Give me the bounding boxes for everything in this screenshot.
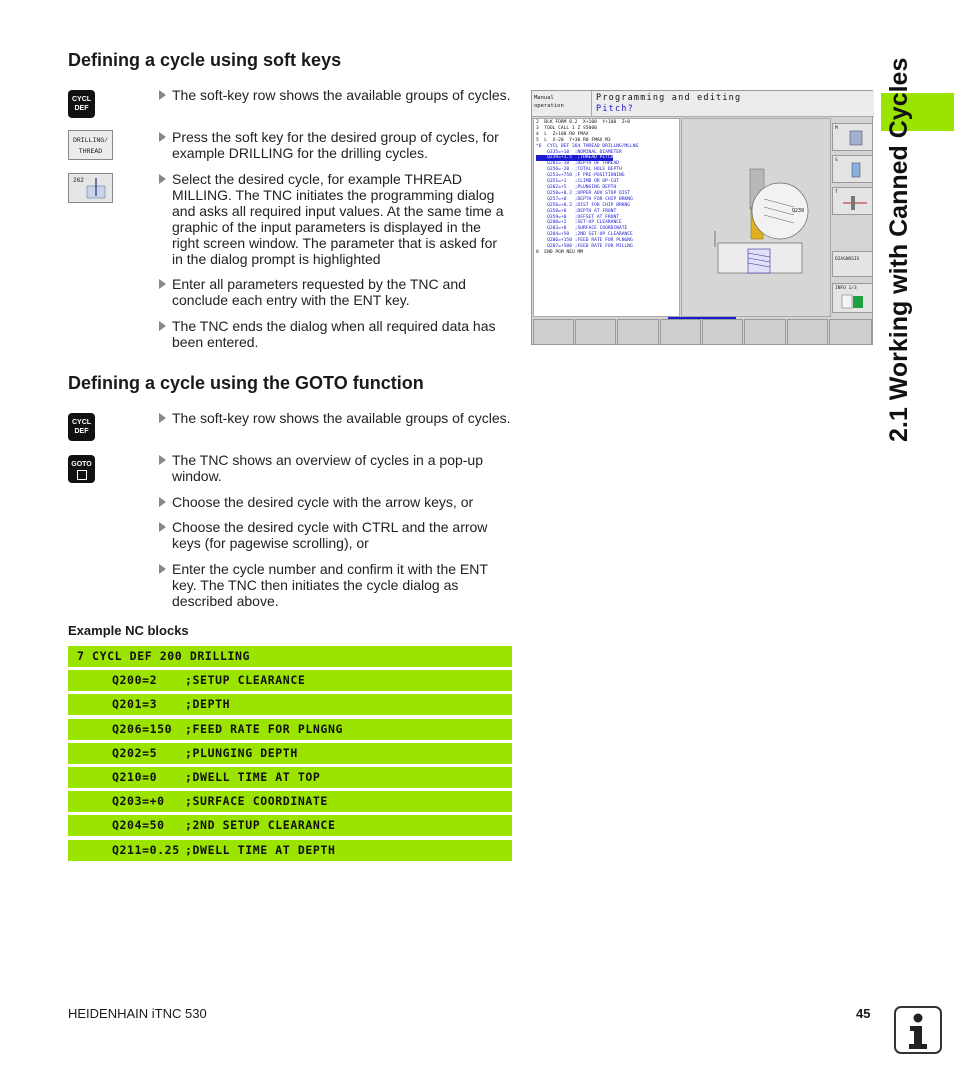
chapter-title: 2.1 Working with Canned Cycles: [885, 57, 913, 442]
step-item: Choose the desired cycle with CTRL and the arrow keys (for pagewise scrolling), or: [159, 519, 511, 551]
nc-block-code: Q211=0.25: [112, 842, 180, 857]
program-line: Q358=+0 ;DEPTH AT FRONT: [536, 208, 617, 214]
nc-block-comment: ;DWELL TIME AT DEPTH: [185, 842, 336, 857]
step-item: Enter the cycle number and confirm it with the ENT key. The TNC then initiates the cycle dialog as described above.: [159, 561, 511, 609]
step-item: The TNC shows an overview of cycles in a pop-up window.: [159, 452, 511, 484]
softkey[interactable]: [787, 319, 828, 345]
nc-block-row: [68, 743, 512, 764]
operating-mode: Manual operation: [532, 91, 592, 117]
step-item: Press the soft key for the desired group of cycles, for example DRILLING for the drilling cycles.: [159, 129, 511, 161]
softkey[interactable]: [533, 319, 574, 345]
step-item: The TNC ends the dialog when all required data has been entered.: [159, 318, 511, 350]
nc-block-code: 7 CYCL DEF 200 DRILLING: [77, 649, 251, 663]
vertical-softkey-m[interactable]: M: [832, 123, 873, 151]
info-icon: [894, 1006, 942, 1054]
nc-block-code: Q203=+0: [112, 794, 165, 809]
softkey-indicator: [668, 317, 736, 319]
cycl-def-key: CYCL DEF: [68, 413, 95, 441]
program-line: Q356=-20 ;TOTAL HOLE DEPTH: [536, 167, 622, 173]
program-line: Q359=+0 ;OFFSET AT FRONT: [536, 214, 619, 220]
nc-block-comment: ;2ND SETUP CLEARANCE: [185, 818, 336, 833]
goto-square-icon: [77, 470, 87, 480]
program-line: Q258=+0.2 ;UPPER ADV STOP DIST: [536, 190, 631, 196]
step-item: The soft-key row shows the available groups of cycles.: [159, 410, 511, 426]
step-item: The soft-key row shows the available groups of cycles.: [159, 87, 511, 103]
program-line: Q200=+2 ;SET-UP CLEARANCE: [536, 220, 622, 226]
program-line: 5 L X-20 Y+30 R0 FMAX M3: [536, 137, 611, 143]
nc-block-comment: ;DWELL TIME AT TOP: [185, 770, 321, 784]
program-line: Q203=+0 ;SURFACE COORDINATE: [536, 226, 628, 232]
nc-block-code: Q210=0: [112, 770, 158, 784]
softkey[interactable]: [702, 319, 743, 345]
nc-block-comment: ;PLUNGING DEPTH: [185, 745, 298, 760]
nc-block-row: [68, 815, 512, 836]
tool-icon: [841, 193, 871, 213]
thread-cycle-icon: [69, 174, 114, 204]
program-line: Q256=+0.2 ;DIST FOR CHIP BRKNG: [536, 202, 631, 208]
program-line: Q207=+500 ;FEED RATE FOR MILLNG: [536, 244, 633, 250]
nc-block-code: Q206=150: [112, 721, 173, 736]
program-line: Q201=-10 ;DEPTH OF THREAD: [536, 161, 619, 167]
program-line: 2 BLK FORM 0.2 X+100 Y+100 Z+0: [536, 120, 631, 125]
program-line: Q206=+150 ;FEED RATE FOR PLNGNG: [536, 238, 633, 244]
nc-block-comment: ;SURFACE COORDINATE: [185, 794, 328, 809]
program-line: Q239=+1.5 ;THREAD PITCH: [536, 155, 614, 161]
drilling-thread-softkey: DRILLING/ THREAD: [68, 130, 113, 160]
nc-block-code: Q202=5: [112, 745, 158, 760]
thread-milling-softkey: 262: [68, 173, 113, 203]
nc-block-row: [68, 840, 512, 861]
footer-product: HEIDENHAIN iTNC 530: [68, 1006, 207, 1021]
program-line: Q253=+750 ;F PRE-POSITIONING: [536, 173, 625, 179]
nc-block-code: Q201=3: [112, 697, 158, 712]
vertical-softkey-diagnosis[interactable]: DIAGNOSIS: [832, 251, 873, 277]
program-line: Q257=+0 ;DEPTH FOR CHIP BRKNG: [536, 196, 633, 202]
softkey[interactable]: [575, 319, 616, 345]
spindle-icon: [847, 161, 867, 181]
program-window: [533, 118, 680, 317]
program-line: 3 TOOL CALL 1 Z S5000: [536, 125, 597, 131]
page-number: 45: [856, 1006, 871, 1021]
nc-block-row: [68, 719, 512, 740]
program-line: 8 END PGM NEU MM: [536, 249, 584, 255]
nc-block-code: Q204=50: [112, 818, 165, 833]
softkey[interactable]: [744, 319, 786, 345]
nc-block-code: Q200=2: [112, 673, 158, 688]
program-line: Q335=+10 ;NOMINAL DIAMETER: [536, 149, 622, 155]
program-line: Q204=+50 ;2ND SET-UP CLEARANCE: [536, 232, 633, 238]
softkey[interactable]: [617, 319, 659, 345]
tnc-screenshot: [531, 90, 873, 345]
nc-block-row: [68, 694, 512, 715]
help-graphic: Q239: [681, 118, 831, 317]
nc-block-row: [68, 767, 512, 788]
program-line: Q351=+1 ;CLIMB OR UP-CUT: [536, 179, 619, 185]
softkey[interactable]: [660, 319, 701, 345]
nc-block-comment: ;SETUP CLEARANCE: [185, 673, 306, 688]
cycl-def-key: CYCL DEF: [68, 90, 95, 118]
step-item: Select the desired cycle, for example THREAD MILLING. The TNC initiates the programming dialog and asks all required input values. At the same time a graphic of the input parameters is displayed in the right screen window. The parameter that is asked for in the dialog prompt is highlighted: [159, 171, 511, 267]
vertical-softkey-s[interactable]: S: [832, 155, 873, 183]
info-glyph-icon: [896, 1008, 940, 1052]
machine-icon: [847, 129, 867, 149]
section-heading-soft-keys: Defining a cycle using soft keys: [68, 50, 342, 70]
softkey[interactable]: [829, 319, 872, 345]
nc-block-row: [68, 646, 512, 667]
step-item: Enter all parameters requested by the TNC and conclude each entry with the ENT key.: [159, 276, 511, 308]
program-line: *6 CYCL DEF 264 THREAD DRILLNG/MLLNG: [536, 143, 639, 149]
info-icon: [841, 294, 865, 310]
nc-block-row: [68, 791, 512, 812]
nc-block-comment: ;FEED RATE FOR PLNGNG: [185, 721, 343, 736]
example-heading: Example NC blocks: [68, 623, 189, 638]
goto-key: GOTO: [68, 455, 95, 483]
section-heading-goto: Defining a cycle using the GOTO function: [68, 373, 424, 393]
screen-header: Programming and editing Pitch?: [592, 91, 874, 117]
program-line: 4 L Z+100 R0 FMAX: [536, 131, 589, 137]
nc-block-comment: ;DEPTH: [185, 697, 231, 712]
thread-milling-graphic: [682, 119, 830, 316]
step-item: Choose the desired cycle with the arrow keys, or: [159, 494, 511, 510]
nc-block-row: [68, 670, 512, 691]
vertical-softkey-info[interactable]: INFO 1/3: [832, 283, 873, 313]
vertical-softkey-t[interactable]: T: [832, 187, 873, 215]
program-line: Q202=+5 ;PLUNGING DEPTH: [536, 184, 617, 190]
